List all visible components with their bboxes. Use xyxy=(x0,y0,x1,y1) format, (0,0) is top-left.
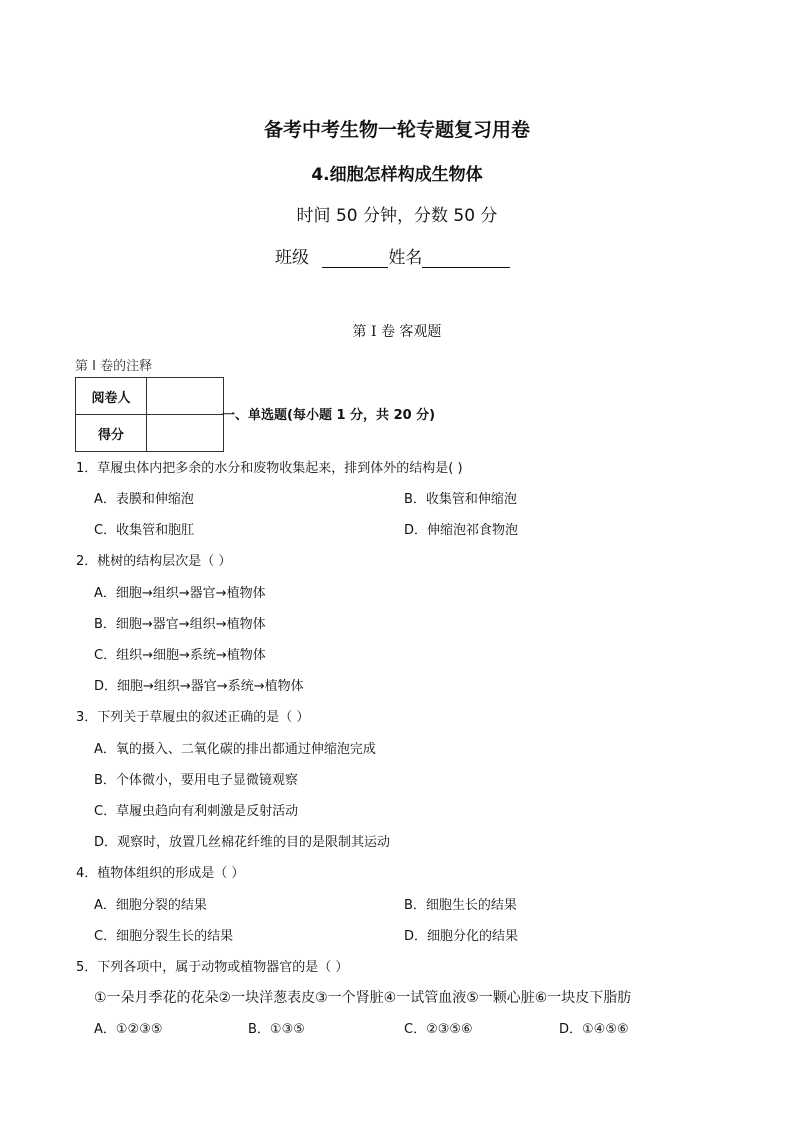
option-b[interactable]: B．细胞→器官→组织→植物体 xyxy=(94,617,266,632)
option-a[interactable]: A．表膜和伸缩泡 xyxy=(94,492,194,507)
option-b[interactable]: B．个体微小，要用电子显微镜观察 xyxy=(94,773,298,788)
score-cell[interactable] xyxy=(147,415,224,452)
reviewer-row xyxy=(76,378,224,415)
option-a[interactable]: A．氧的摄入、二氧化碳的排出都通过伸缩泡完成 xyxy=(94,742,376,757)
option-d[interactable]: D．①④⑤⑥ xyxy=(559,1022,629,1037)
question-stem: 2．桃树的结构层次是（ ） xyxy=(76,554,232,569)
class-blank[interactable] xyxy=(322,249,388,268)
question-stem: 5．下列各项中，属于动物或植物器官的是（ ） xyxy=(76,960,349,975)
option-d[interactable]: D．观察时，放置几丝棉花纤维的目的是限制其运动 xyxy=(94,835,391,850)
question-stem: 4．植物体组织的形成是（ ） xyxy=(76,866,245,881)
option-a[interactable]: A．细胞→组织→器官→植物体 xyxy=(94,586,266,601)
score-table xyxy=(75,377,224,452)
section-title: 第 I 卷 客观题 xyxy=(352,324,442,340)
reviewer-label: 阅卷人 xyxy=(76,378,147,415)
option-b[interactable]: B．收集管和伸缩泡 xyxy=(404,492,517,507)
option-b[interactable]: B．细胞生长的结果 xyxy=(404,898,517,913)
exam-title: 备考中考生物一轮专题复习用卷 xyxy=(263,119,530,141)
option-c[interactable]: C．组织→细胞→系统→植物体 xyxy=(94,648,266,663)
option-c[interactable]: C．细胞分裂生长的结果 xyxy=(94,929,234,944)
time-info: 时间 50 分钟，分数 50 分 xyxy=(296,206,498,226)
question-stem: 3．下列关于草履虫的叙述正确的是（ ） xyxy=(76,710,310,725)
option-d[interactable]: D．细胞分化的结果 xyxy=(404,929,519,944)
part-title: 一、单选题(每小题 1 分，共 20 分) xyxy=(222,408,436,423)
option-c[interactable]: C．②③⑤⑥ xyxy=(404,1022,473,1037)
student-info-line xyxy=(275,243,510,268)
score-label: 得分 xyxy=(76,415,147,452)
question-items: ①一朵月季花的花朵②一块洋葱表皮③一个肾脏④一试管血液⑤一颗心脏⑥一块皮下脂肪 xyxy=(94,990,632,1006)
option-d[interactable]: D．伸缩泡祁食物泡 xyxy=(404,523,519,538)
exam-subtitle: 4.细胞怎样构成生物体 xyxy=(311,165,483,185)
question-stem: 1．草履虫体内把多余的水分和废物收集起来，排到体外的结构是( ) xyxy=(76,461,463,476)
section-note: 第 I 卷的注释 xyxy=(75,359,153,374)
option-d[interactable]: D．细胞→组织→器官→系统→植物体 xyxy=(94,679,304,694)
option-c[interactable]: C．收集管和胞肛 xyxy=(94,523,195,538)
reviewer-cell[interactable] xyxy=(147,378,224,415)
option-c[interactable]: C．草履虫趋向有利刺激是反射活动 xyxy=(94,804,299,819)
class-label: 班级 xyxy=(275,248,309,268)
option-b[interactable]: B．①③⑤ xyxy=(248,1022,305,1037)
score-row xyxy=(76,415,224,452)
option-a[interactable]: A．细胞分裂的结果 xyxy=(94,898,207,913)
option-a[interactable]: A．①②③⑤ xyxy=(94,1022,163,1037)
name-blank[interactable] xyxy=(422,249,510,268)
name-label: 姓名 xyxy=(388,248,423,268)
